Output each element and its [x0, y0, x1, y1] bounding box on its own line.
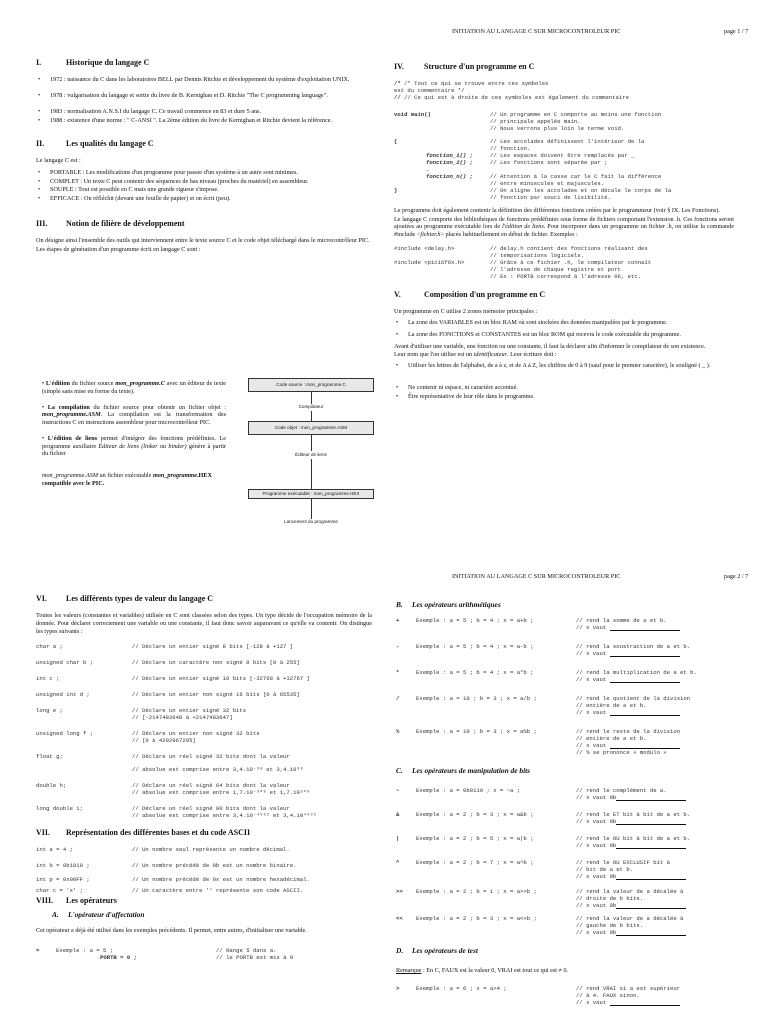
table-row: int a = 4 ; // Un nombre seul représente un nombre décimal. [36, 846, 290, 854]
page-header: INITIATION AU LANGAGE C SUR MICROCONTROLEUR PIC [452, 573, 621, 580]
list-item: • 1983 : normalisation A.N.S.I du langage C. Ce travail commence en 83 et dure 5 ans. [36, 108, 372, 116]
table-row: char c = 'x' ; // Un caractère entre '' représente son code ASCII. [36, 886, 304, 894]
box-object: Code objet : mon_programme.ASM [248, 421, 374, 435]
history-list [36, 76, 372, 125]
table-row: unsigned int d ; // Déclare un entier non signé 16 bits [0 à 65535] [36, 691, 300, 699]
dev-steps [36, 380, 226, 488]
left-column-2 [36, 594, 372, 961]
table-row: float g; // Déclare un réel signé 32 bits dont la valeur // absolue est comprise entre 3,4.10⁻³⁸ et 3,4.10³⁸ [36, 753, 304, 774]
table-row: int c ; // Déclare un entier signé 16 bits [-32768 à +32767 ] [36, 675, 310, 683]
list-item: • La zone des FONCTIONS et CONSTANTES est un bloc ROM qui recevra le code exécutable du programme. [394, 331, 734, 339]
paragraph: Le langage C est : [36, 157, 81, 164]
table-row: << Exemple : a = 2 ; b = 3 ; x = a<<b ; // rend la valeur de a décalée à // gauche de b bits. // x vaut 0b [396, 915, 736, 936]
table-row: | Exemple : a = 2 ; b = 5 ; x = a|b ; // rend le OU bit à bit de a et b. // x vaut 0b [396, 835, 691, 850]
table-row: * Exemple : a = 5 ; b = 4 ; x = a*b ; // rend la multiplication de a et b. // x vaut [396, 669, 697, 684]
list-item: • 1978 : vulgarisation du langage et sortie du livre de B. Kernighan et D. Ritchie "The C programming language". [36, 92, 372, 100]
list-item: • Ne contenir ni espace, ni caractère accentué. [394, 384, 734, 392]
bases-table [36, 846, 372, 894]
step-link: • L'édition de liens permet d'intégrer des fonctions prédéfinies. Le programme auxiliaire Éditeur de liens (linker ou binder) génère à partir du fichier [42, 434, 227, 458]
right-column-2 [396, 596, 736, 1013]
page-number: page 2 / 7 [724, 573, 749, 580]
section-heading: VI. Les différents types de valeur du langage C [36, 594, 214, 603]
step-edit: • L'édition du fichier source mon_programme.C avec un éditeur de texte (simple sans mise en forme du texte). [42, 380, 227, 395]
box-source: Code source : mon_programme.C [248, 378, 374, 392]
arith-operators [396, 617, 736, 756]
subsection-heading: C. Les opérateurs de manipulation de bits [396, 766, 531, 776]
box-executable: Programme exécutable : mon_programme.HEX [248, 489, 374, 499]
paragraph: On désigne ainsi l'ensemble des outils qui interviennent entre le texte source C et le code objet téléchargé dans le microcontrôleur PIC. [36, 236, 370, 244]
table-row: + Exemple : a = 5 ; b = 4 ; x = a+b ; // rend la somme de a et b. // x vaut [396, 617, 736, 631]
list-item: • La zone des VARIABLES est un bloc RAM où sont stockées des données manipulées par le programme. [394, 319, 734, 327]
section-heading: VIII. Les opérateurs [36, 895, 117, 905]
table-row: unsigned char b ; // Déclare un caractère non signé 8 bits [0 à 255] [36, 659, 300, 667]
paragraph: Un programme en C utilise 2 zones mémoire principales : [394, 307, 538, 315]
table-row: >> Exemple : a = 2 ; b = 1 ; x = a>>b ; // rend la valeur de a décalée à // droite de b bits. // x vaut 0b [396, 888, 736, 909]
subsection-heading: B. Les opérateurs arithmétiques [396, 600, 501, 609]
table-row: int b = 0b1010 ; // Un nombre précédé de 0b est un nombre binaire. [36, 862, 297, 870]
subsection-heading: A. L'opérateur d'affectation [52, 909, 145, 919]
qualities-list [36, 169, 372, 203]
paragraph: Toutes les valeurs (constantes et variables) utilisée en C sont classées selon des types. Un type décide de l'occupation mémoire de la donnée. Pour déclarer correctement une variable ou une constante, il faut donc savoir auparavant ce qu'elle va contenir. On distingue les types suivants : [36, 612, 372, 635]
paragraph: Les étapes de génération d'un programme écrit en langage C sont : [36, 245, 201, 253]
list-item: • Utiliser les lettres de l'alphabet, de a à z, et de A à Z, les chiffres de 0 à 9 (sauf pour le premier caractère), le souligné ( _ ). [394, 362, 734, 370]
label-compiler: Compilateur [298, 404, 324, 409]
assign-example: = Exemple : a = 5 ; PORTB = 0 ; // Range 5 dans a. // le PORTB est mis à 0 [36, 946, 294, 961]
right-column [394, 62, 734, 405]
paragraph: Avant d'utiliser une variable, une fonction ou une constante, il faut la déclarer afin d'informer le compilateur de son existence. [394, 342, 706, 350]
connector [311, 411, 312, 421]
table-row: ^ Exemple : a = 2 ; b = 7 ; x = a^b ; // rend le OU EXCLUSIF bit à // bit de a et b. // x vaut 0b [396, 859, 736, 880]
identifier-rules [394, 362, 734, 400]
table-row: int p = 0x00FF ; // Un nombre précédé de 0x est un nombre hexadécimal. [36, 876, 310, 883]
label-linker: Éditeur de liens [295, 452, 327, 457]
test-operator: > Exemple : a = 6 ; x = a>4 ; // rend VRAI si a est supérieur // à 4. FAUX sinon. // x vaut [396, 985, 681, 1007]
table-row: & Exemple : a = 2 ; b = 3 ; x = a&b ; // rend le ET bit à bit de a et b. // x vaut 0b [396, 811, 691, 826]
remark: Remarque : En C, FAUX est la valeur 0, VRAI est tout ce qui est ≠ 0. [396, 967, 569, 975]
connector [311, 499, 312, 519]
list-item: • COMPLET : Un texte C peut contenir des séquences de bas niveau (proches du matériel) en assembleur. [36, 178, 372, 186]
table-row: % Exemple : a = 10 ; b = 3 ; x = a%b ; // rend le reste de la division // entière de a et b. // x vaut // % se prononce « modulo » [396, 728, 681, 757]
types-table [36, 643, 372, 819]
section-heading: II. Les qualités du langage C [36, 139, 154, 148]
connector [311, 392, 312, 404]
table-row: double h; // Déclare un réel signé 64 bits dont la valeur // absolue est comprise entre 1,7.10⁻³⁰⁸ et 1,7.10³⁰⁸ [36, 782, 310, 797]
code-block-main: void main() // Un programme en C comporte au moins une fonction // principale appelée main. // Nous verrons plus loin le terme void. { // Les accolades définissent l'intérieur de la // fonction. fonction_1() ; // Les espaces doivent être remplacés par _ fonction_2() ; // Les fonctions sont séparée par ; … fonction_n() ; // Attention à la casse car le C fait la différence // entre minuscules et majuscules. } // On aligne les accolades et on décale le corps de la // fonction par souci de lisibilité. [394, 110, 672, 201]
section-heading: IV. Structure d'un programme en C [394, 62, 535, 71]
list-item: • PORTABLE : Les modifications d'un programme pour passer d'un système à un autre sont minimes. [36, 169, 372, 177]
paragraph: Le langage C comporte des bibliothèques de fonctions prédéfinies sous forme de fichiers comportant l'extension .h. Ces fonctions seront ajoutées au programme exécutable lors de l'édition de liens. Pour incorporer dans un programme un fichier .h, on utilise la commande #include <fichier.h> placée habituellement en début de fichier. Exemples : [394, 215, 734, 239]
section-heading: VII. Représentation des différentes bases et du code ASCII [36, 828, 251, 838]
page-header: INITIATION AU LANGAGE C SUR MICROCONTROLEUR PIC [452, 28, 621, 35]
section-heading: III. Notion de filière de développement [36, 218, 185, 228]
paragraph: Le programme doit également contenir la définition des différentes fonctions créées par le programmeur (voir § IX. Les Fonctions). [394, 206, 720, 214]
dev-chain-diagram [248, 378, 378, 528]
list-item: • Être représentative de leur rôle dans le programme. [394, 393, 734, 401]
list-item: • 1972 : naissance du C dans les laboratoires BELL par Dennis Ritchie et développement du système d'exploitation UNIX. [36, 76, 372, 84]
subsection-heading: D. Les opérateurs de test [396, 946, 478, 956]
code-comments: /* /* Tout ce qui se trouve entre ces symboles est du commentaire */ // // Ce qui est à droite de ces symboles est également du commentaire [394, 80, 629, 101]
page-2 [0, 568, 768, 1024]
table-row: ~ Exemple : a = 0b0110 ; x = ~a ; // rend le complément de a. // x vaut 0b [396, 787, 736, 801]
table-row: long e ; // Déclare un entier signé 32 bits // [-2147483648 à +2147483647] [36, 707, 247, 722]
connector [311, 459, 312, 489]
step-compile: • La compilation du fichier source pour obtenir un fichier objet : mon_programme.ASM. La compilation est la transformation des instructions C en instructions assembleur pour microcontrôleur PIC. [42, 403, 226, 426]
table-row: long double i; // Déclare un réel signé 80 bits dont la valeur // absolue est comprise entre 3,4.10⁻⁴⁹³² et 3,4.10⁴⁹³² [36, 805, 317, 820]
table-row: - Exemple : a = 5 ; b = 4 ; x = a-b ; // rend la soustraction de a et b. // x vaut [396, 643, 691, 658]
list-item: • EFFICACE : On réfléchit (devant une feuille de papier) et on écrit (peu). [36, 195, 372, 203]
memory-list [394, 319, 734, 339]
code-block-include: #include <delay.h> // delay.h contient des fonctions réalisant des // temporisations logiciels. #include <pic16f6x.h> // Grâce à ce fichier .h, le compilateur connaît // l'adresse de chaque registre et port // Ex : PORTB correspond à l'adresse 06, etc. [394, 244, 652, 280]
section-heading: V. Composition d'un programme en C [394, 289, 546, 299]
table-row: / Exemple : a = 10 ; b = 3 ; x = a/b ; // rend le quotient de la division // entière de a et b. // x vaut [396, 695, 691, 717]
list-item: • SOUPLE : Tout est possible en C mais une grande rigueur s'impose. [36, 186, 372, 194]
label-launch: Lancement du programme [284, 519, 338, 524]
bit-operators [396, 787, 736, 936]
connector [311, 435, 312, 451]
list-item: • 1988 : existence d'une norme : " C-ANSI ". La 2ème édition du livre de Kernighan et Ritchie devient la référence. [36, 117, 372, 125]
paragraph: Leur nom que l'on utilise est un identificateur. Leur écriture doit : [394, 350, 557, 358]
section-heading: I. Historique du langage C [36, 58, 150, 67]
step-link-output: mon_programme.ASM un fichier exécutable mon_programme.HEX compatible avec le PIC. [42, 472, 212, 487]
page-number: page 1 / 7 [724, 28, 749, 35]
table-row: char a ; // Déclare un entier signé 8 bits [-128 à +127 ] [36, 643, 294, 651]
table-row: unsigned long f ; // Déclare un entier non signé 32 bits // [0 à 4292967295] [36, 730, 260, 745]
paragraph: Cet opérateur a déjà été utilisé dans les exemples précédents. Il permet, entre autres, d'initialiser une variable. [36, 927, 307, 935]
